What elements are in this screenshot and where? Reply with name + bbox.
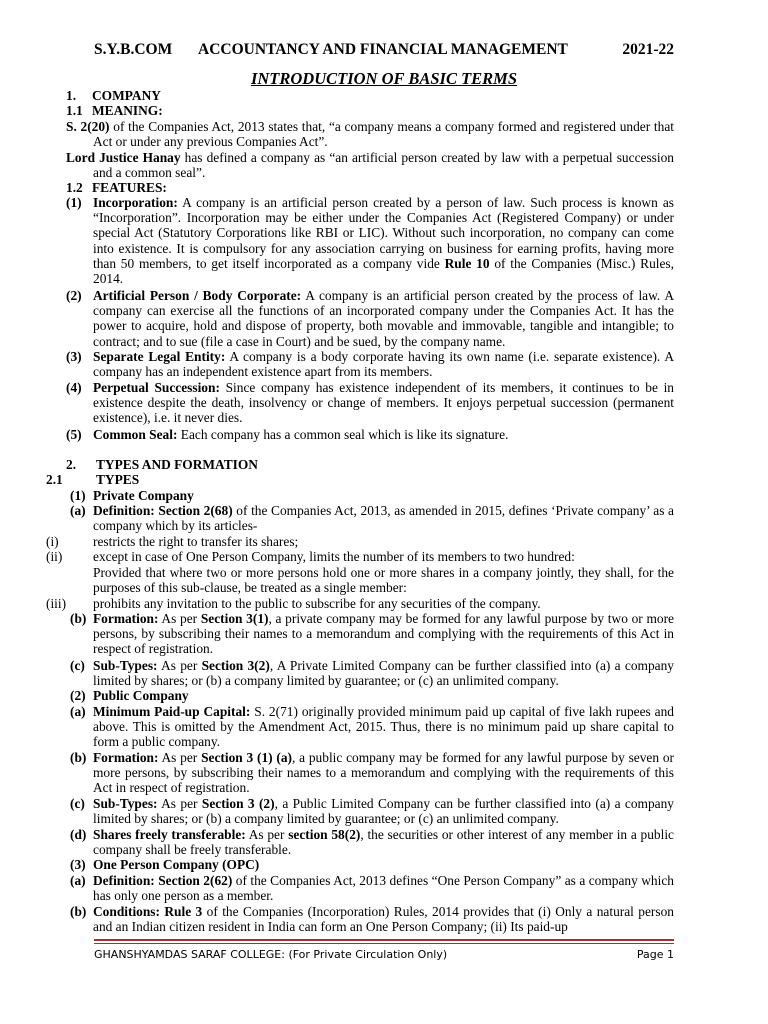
meaning-paragraph-1 [66, 119, 674, 149]
meaning-paragraph-2 [66, 150, 674, 180]
section-number: 2. [66, 457, 77, 472]
type-heading: Public Company [93, 688, 189, 703]
meaning-2-text: has defined a company as “an artificial person created by law with a perpetual succession and a common seal”. [93, 150, 674, 181]
item-number: (b) [70, 611, 87, 626]
footer-college: GHANSHYAMDAS SARAF COLLEGE: (For Private Circulation Only) [94, 948, 448, 961]
private-formation: Formation: As per Section 3(1), a private company may be formed for any lawful purpose by two or more persons, by subscribing their names to a memorandum and complying with the requirements of this Act in respect of registration. [93, 611, 674, 657]
public-subtypes: Sub-Types: As per Section 3 (2), a Public Limited Company can be further classified into (a) a company limited by shares; or (b) a company limited by guarantee; or (c) an unlimited company. [93, 796, 674, 827]
feature-number: (2) [66, 288, 82, 303]
item-number: (a) [70, 704, 86, 719]
feature-lead: Incorporation: [93, 195, 178, 210]
item-number: (d) [70, 827, 87, 842]
type-number: (3) [70, 857, 86, 872]
header-year: 2021-22 [622, 41, 674, 58]
feature-number: (4) [66, 380, 82, 395]
footer-rule-thin [94, 943, 674, 944]
subsection-number: 1.2 [66, 180, 83, 195]
public-paid-up-capital: Minimum Paid-up Capital: S. 2(71) originally provided minimum paid up capital of five lakh rupees and above. This is omitted by the Amendment Act, 2015. Thus, there is no minimum paid up share capital to form a public company. [93, 704, 674, 750]
section-number: 1. [66, 88, 77, 103]
clause-text: except in case of One Person Company, limits the number of its members to two hundred: [93, 549, 575, 564]
opc-definition: Definition: Section 2(62) of the Companies Act, 2013 defines “One Person Company” as a company which has only one person as a member. [93, 873, 674, 904]
section-heading: TYPES AND FORMATION [96, 457, 258, 472]
feature-perpetual-succession: Perpetual Succession: Since company has existence independent of its members, it continues to be in existence despite the death, insolvency or change of members. It enjoys perpetual succession (permanent existence), i.e. it never dies. [93, 380, 674, 426]
roman-number: (ii) [46, 549, 63, 564]
header-subject: ACCOUNTANCY AND FINANCIAL MANAGEMENT [198, 41, 568, 58]
meaning-2-lead: Lord Justice Hanay [66, 150, 181, 165]
roman-number: (iii) [46, 596, 67, 611]
page-title: INTRODUCTION OF BASIC TERMS [250, 69, 518, 88]
feature-lead: Common Seal: [93, 427, 178, 442]
subsection-heading: MEANING: [92, 103, 163, 118]
clause-text: restricts the right to transfer its shares; [93, 534, 299, 549]
public-formation: Formation: As per Section 3 (1) (a), a public company may be formed for any lawful purpose by seven or more persons, by subscribing their names to a memorandum and complying with the requirements of this Act in respect of registration. [93, 750, 674, 796]
feature-lead: Separate Legal Entity: [93, 349, 226, 364]
private-subtypes: Sub-Types: As per Section 3(2), A Private Limited Company can be further classified into (a) a company limited by shares; or (b) a company limited by guarantee; or (c) an unlimited company. [93, 658, 674, 689]
clause-text: prohibits any invitation to the public to subscribe for any securities of the company. [93, 596, 541, 611]
roman-number: (i) [46, 534, 59, 549]
section-heading: COMPANY [92, 88, 161, 103]
clause-proviso: Provided that where two or more persons hold one or more shares in a company jointly, they shall, for the purposes of this sub-clause, be treated as a single member: [93, 565, 674, 596]
item-number: (c) [70, 796, 85, 811]
type-heading: Private Company [93, 488, 194, 503]
feature-artificial-person: Artificial Person / Body Corporate: A company is an artificial person created by the process of law. A company can exercise all the functions of an incorporated company under the Companies Act. It has the power to acquire, hold and dispose of property, both movable and immovable, tangible and intangible; to contract; and to sue (file a case in Court) and be sued, by the company name. [93, 288, 674, 349]
meaning-1-lead: S. 2(20) [66, 119, 110, 134]
feature-common-seal: Common Seal: Each company has a common seal which is like its signature. [93, 427, 509, 442]
page-number: Page 1 [636, 948, 674, 961]
footer-rule [94, 939, 674, 941]
page-header [94, 41, 674, 61]
header-course: S.Y.B.COM [94, 41, 173, 58]
item-number: (c) [70, 658, 85, 673]
page-footer [94, 948, 674, 964]
item-number: (a) [70, 873, 86, 888]
feature-number: (1) [66, 195, 82, 210]
type-number: (1) [70, 488, 86, 503]
feature-number: (3) [66, 349, 82, 364]
feature-lead: Perpetual Succession: [93, 380, 220, 395]
item-number: (b) [70, 904, 87, 919]
subsection-heading: TYPES [96, 472, 140, 487]
item-number: (b) [70, 750, 87, 765]
feature-number: (5) [66, 427, 82, 442]
subsection-number: 1.1 [66, 103, 83, 118]
subsection-number: 2.1 [46, 472, 63, 487]
feature-incorporation: Incorporation: A company is an artificial person created by a person of law. Such process is known as “Incorporation”. Incorporation may be either under the Companies Act (Registered Company) or under special Act (Statutory Corporations like RBI or LIC). Without such incorporation, no company can come into existence. It is compulsory for any association carrying on business for earning profits, having more than 50 members, to get itself incorporated as a company vide Rule 10 of the Companies (Misc.) Rules, 2014. [93, 195, 674, 287]
opc-conditions: Conditions: Rule 3 of the Companies (Incorporation) Rules, 2014 provides that (i) Only a natural person and an Indian citizen resident in India can form an One Person Company; (ii) Its paid-up [93, 904, 674, 935]
type-heading: One Person Company (OPC) [93, 857, 260, 872]
meaning-1-text: of the Companies Act, 2013 states that, “a company means a company formed and registered under that Act or under any previous Companies Act”. [93, 119, 674, 150]
feature-lead: Artificial Person / Body Corporate: [93, 288, 302, 303]
type-number: (2) [70, 688, 86, 703]
feature-separate-entity: Separate Legal Entity: A company is a body corporate having its own name (i.e. separate existence). A company has an independent existence apart from its members. [93, 349, 674, 380]
subsection-heading: FEATURES: [92, 180, 167, 195]
private-definition: Definition: Section 2(68) of the Companies Act, 2013, as amended in 2015, defines ‘Private company’ as a company which by its articles- [93, 503, 674, 534]
public-shares-transferable: Shares freely transferable: As per section 58(2), the securities or other interest of any member in a public company shall be freely transferable. [93, 827, 674, 858]
item-number: (a) [70, 503, 86, 518]
